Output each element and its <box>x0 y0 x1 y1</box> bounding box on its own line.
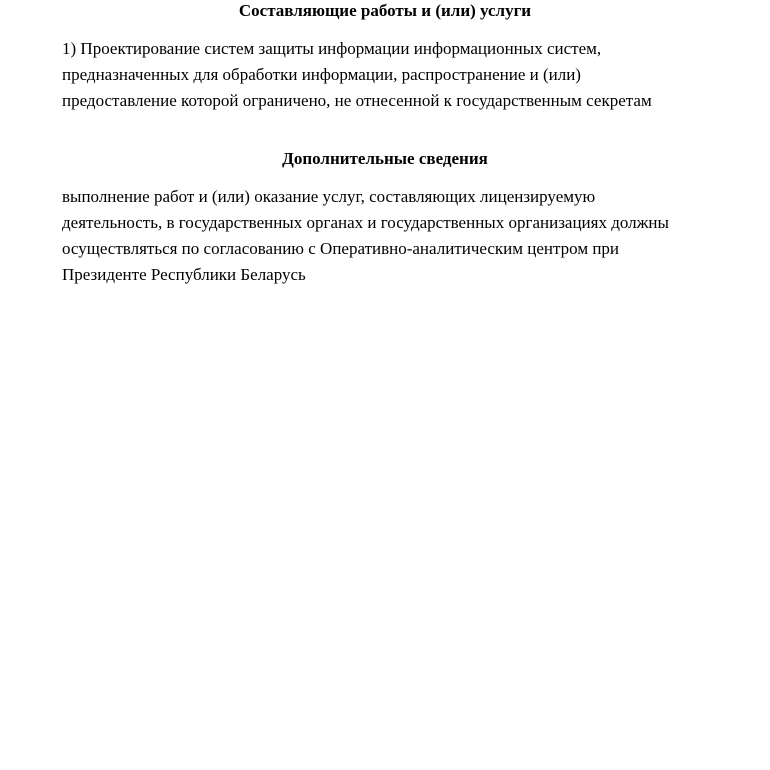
additional-info-line: Президенте Республики Беларусь <box>62 265 306 284</box>
services-line: предоставление которой ограничено, не отнесенной к государственным секретам <box>62 91 652 110</box>
additional-info-line: осуществляться по согласованию с Оперативно-аналитическим центром при <box>62 239 620 258</box>
additional-info-paragraph <box>62 184 762 288</box>
additional-info-line: выполнение работ и (или) оказание услуг, составляющих лицензируемую <box>62 187 596 206</box>
additional-info-heading: Дополнительные сведения <box>282 149 488 168</box>
services-line: 1) Проектирование систем защиты информации информационных систем, <box>62 39 602 58</box>
services-paragraph <box>62 36 762 114</box>
services-heading: Составляющие работы и (или) услуги <box>238 1 532 20</box>
services-line: предназначенных для обработки информации, распространение и (или) <box>62 65 581 84</box>
additional-info-line: деятельность, в государственных органах и государственных организациях должны <box>62 213 669 232</box>
